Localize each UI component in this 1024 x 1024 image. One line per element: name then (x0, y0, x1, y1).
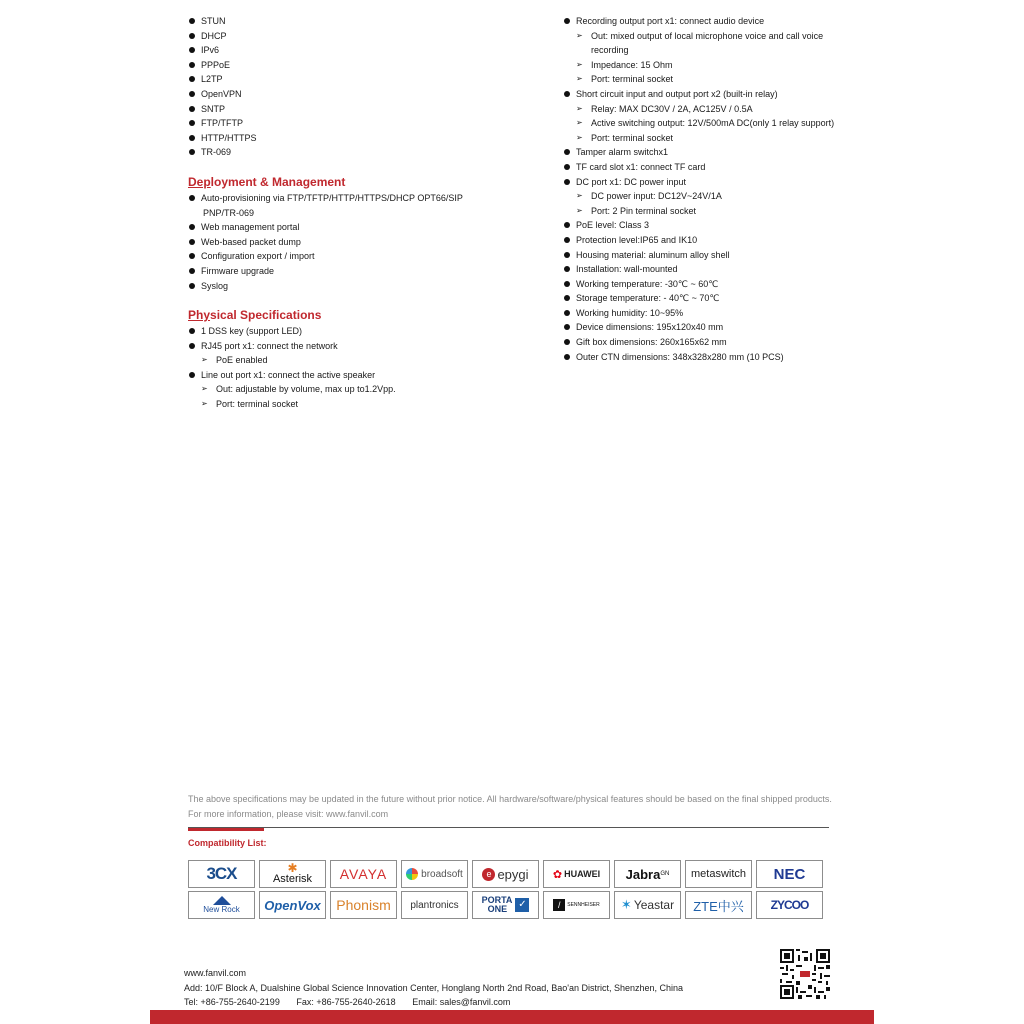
logo-huawei: ✿ HUAWEI (543, 860, 610, 888)
broadsoft-dots-icon (406, 868, 418, 880)
accent-divider (188, 828, 264, 831)
list-item: PPPoE (188, 58, 548, 73)
compatibility-title: Compatibility List: (188, 838, 267, 848)
fax: Fax: +86-755-2640-2618 (296, 997, 396, 1008)
list-subitem: ➢ Impedance: 15 Ohm (563, 58, 863, 73)
list-item: HTTP/HTTPS (188, 131, 548, 146)
list-item: TR-069 (188, 145, 548, 160)
logo-nec: NEC (756, 860, 823, 888)
spec-notice (188, 792, 848, 822)
list-item: Installation: wall-mounted (563, 262, 863, 277)
logo-porta-one (472, 891, 539, 919)
list-subitem: ➢ PoE enabled (188, 353, 548, 368)
list-item: Web management portal (188, 220, 548, 235)
list-subitem: ➢ Out: mixed output of local microphone voice and call voice recording (563, 29, 863, 58)
qr-code-icon (780, 949, 830, 999)
notice-link-line: For more information, please visit: www.fanvil.com (188, 809, 389, 819)
list-item: 1 DSS key (support LED) (188, 324, 548, 339)
list-item: Gift box dimensions: 260x165x62 mm (563, 335, 863, 350)
porta-one-check-icon: ✓ (515, 898, 529, 912)
asterisk-star-icon: ✱ (287, 861, 298, 875)
list-item: Working humidity: 10~95% (563, 306, 863, 321)
porta-one-wordmark: PORTA ONE (481, 895, 513, 914)
list-item: Outer CTN dimensions: 348x328x280 mm (10 PCS) (563, 350, 863, 365)
logo-openvox: OpenVox (259, 891, 326, 919)
logo-sennheiser: / SENNHEISER (543, 891, 610, 919)
list-subitem: ➢ Out: adjustable by volume, max up to1.2Vpp. (188, 382, 548, 397)
compatibility-logo-grid (188, 860, 830, 922)
logo-yeastar: ✶ Yeastar (614, 891, 681, 919)
logo-epygi: e epygi (472, 860, 539, 888)
yeastar-star-icon: ✶ (620, 897, 632, 912)
right-spec-column (563, 14, 863, 364)
list-subitem: ➢ Active switching output: 12V/500mA DC(only 1 relay support) (563, 116, 863, 131)
epygi-mark-icon: e (482, 868, 495, 881)
logo-plantronics: plantronics (401, 891, 468, 919)
logo-broadsoft: broadsoft (401, 860, 468, 888)
email: Email: sales@fanvil.com (412, 997, 511, 1008)
list-item: TF card slot x1: connect TF card (563, 160, 863, 175)
list-item: STUN (188, 14, 548, 29)
list-item: FTP/TFTP (188, 116, 548, 131)
list-item: DC port x1: DC power input (563, 175, 863, 190)
logo-metaswitch: metaswitch (685, 860, 752, 888)
list-item: Working temperature: -30℃ ~ 60℃ (563, 277, 863, 292)
list-subitem: ➢ Port: terminal socket (188, 397, 548, 412)
logo-zte: ZTE中兴 (685, 891, 752, 919)
logo-phonism: Phonism (330, 891, 397, 919)
list-item: L2TP (188, 72, 548, 87)
list-item: DHCP (188, 29, 548, 44)
left-spec-column (188, 14, 548, 412)
list-item: Configuration export / import (188, 249, 548, 264)
list-item: IPv6 (188, 43, 548, 58)
list-item: Line out port x1: connect the active speaker (188, 368, 548, 383)
website-link[interactable]: www.fanvil.com (184, 968, 247, 978)
physical-specs-heading: Physical Specifications (188, 308, 322, 323)
list-item: Storage temperature: - 40℃ ~ 70℃ (563, 291, 863, 306)
physical-spec-list-continued (563, 14, 863, 364)
list-item: Auto-provisioning via FTP/TFTP/HTTP/HTTPS/DHCP OPT66/SIP PNP/TR-069 (188, 191, 548, 220)
telephone: Tel: +86-755-2640-2199 (184, 997, 280, 1008)
new-rock-peak-icon (213, 896, 231, 905)
logo-asterisk: ✱ Asterisk (259, 860, 326, 888)
list-item: SNTP (188, 102, 548, 117)
physical-spec-list (188, 324, 548, 412)
list-item: Syslog (188, 279, 548, 294)
list-item: PoE level: Class 3 (563, 218, 863, 233)
list-item: Protection level:IP65 and IK10 (563, 233, 863, 248)
list-subitem: ➢ DC power input: DC12V~24V/1A (563, 189, 863, 204)
list-item: Short circuit input and output port x2 (built-in relay) (563, 87, 863, 102)
logo-jabra: Jabra GN (614, 860, 681, 888)
sennheiser-mark-icon: / (553, 899, 565, 911)
deployment-heading: Deployment & Management (188, 174, 346, 189)
network-protocol-list (188, 14, 548, 160)
huawei-petal-icon: ✿ (552, 868, 563, 881)
list-item: Tamper alarm switchx1 (563, 145, 863, 160)
list-subitem: ➢ Port: terminal socket (563, 131, 863, 146)
logo-3cx: 3CX (188, 860, 255, 888)
list-item: Web-based packet dump (188, 235, 548, 250)
logo-new-rock: New Rock (188, 891, 255, 919)
divider (188, 827, 829, 828)
logo-zycoo: ZYCOO (756, 891, 823, 919)
notice-line: The above specifications may be updated in the future without prior notice. All hardware/software/physical features should be based on the final shipped products. (188, 794, 832, 804)
deployment-list (188, 191, 548, 293)
logo-row (188, 891, 830, 919)
list-subitem: ➢ Relay: MAX DC30V / 2A, AC125V / 0.5A (563, 102, 863, 117)
list-subitem: ➢ Port: terminal socket (563, 72, 863, 87)
contact-footer (184, 966, 683, 1010)
list-item: Recording output port x1: connect audio device (563, 14, 863, 29)
list-item: Device dimensions: 195x120x40 mm (563, 320, 863, 335)
address: Add: 10/F Block A, Dualshine Global Science Innovation Center, Honglang North 2nd Road, Bao'an District, Shenzhen, China (184, 982, 684, 993)
footer-accent-bar (150, 1010, 874, 1024)
list-item: Housing material: aluminum alloy shell (563, 248, 863, 263)
logo-avaya: AVAYA (330, 860, 397, 888)
list-item: RJ45 port x1: connect the network (188, 339, 548, 354)
list-subitem: ➢ Port: 2 Pin terminal socket (563, 204, 863, 219)
list-item: OpenVPN (188, 87, 548, 102)
phone-line (184, 995, 683, 1010)
logo-row (188, 860, 830, 888)
list-item: Firmware upgrade (188, 264, 548, 279)
